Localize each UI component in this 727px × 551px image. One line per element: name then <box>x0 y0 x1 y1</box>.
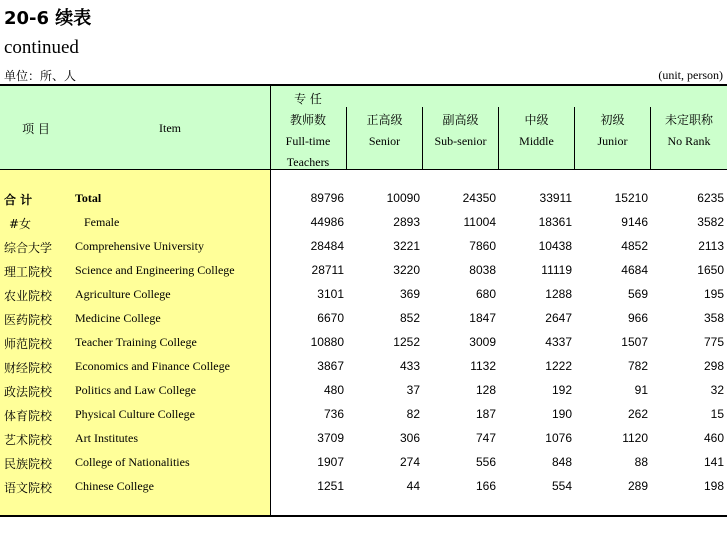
cell-norank: 141 <box>703 455 724 469</box>
cell-fulltime: 28484 <box>310 239 344 253</box>
header-fulltime-en-1: Full-time <box>285 134 331 148</box>
cell-junior: 289 <box>627 479 648 493</box>
cell-subsenior: 24350 <box>462 191 496 205</box>
row-label-en: Medicine College <box>75 311 161 325</box>
cell-subsenior: 128 <box>475 383 496 397</box>
cell-subsenior: 747 <box>475 431 496 445</box>
cell-senior: 3221 <box>393 239 420 253</box>
cell-senior: 274 <box>399 455 420 469</box>
cell-subsenior: 680 <box>475 287 496 301</box>
cell-fulltime: 10880 <box>310 335 344 349</box>
cell-norank: 358 <box>703 311 724 325</box>
cell-norank: 1650 <box>697 263 724 277</box>
header-fulltime-zh-1: 专 任 <box>294 92 322 106</box>
header-item-zh: 项 目 <box>22 122 50 136</box>
header-senior: 正高级 Senior <box>366 113 403 148</box>
table-row <box>0 259 727 283</box>
row-label-en: Art Institutes <box>75 431 138 445</box>
row-label-en: Chinese College <box>75 479 154 493</box>
header-bottom-rule <box>0 169 727 170</box>
table-bottom-rule <box>0 515 727 517</box>
cell-norank: 298 <box>703 359 724 373</box>
header-middle: 中级 Middle <box>519 113 554 148</box>
cell-middle: 848 <box>551 455 572 469</box>
cell-junior: 4684 <box>621 263 648 277</box>
cell-fulltime: 736 <box>323 407 344 421</box>
cell-fulltime: 28711 <box>311 263 344 277</box>
cell-subsenior: 556 <box>475 455 496 469</box>
cell-senior: 852 <box>399 311 420 325</box>
cell-junior: 88 <box>634 455 648 469</box>
header-item-en: Item <box>159 121 181 135</box>
cell-middle: 190 <box>551 407 572 421</box>
unit-label-zh: 单位：所、人 <box>4 69 77 83</box>
row-label-en: Politics and Law College <box>75 383 196 397</box>
row-label-zh: 综合大学 <box>4 241 53 255</box>
cell-junior: 15210 <box>614 191 648 205</box>
cell-junior: 91 <box>634 383 648 397</box>
cell-subsenior: 187 <box>475 407 496 421</box>
cell-norank: 460 <box>703 431 724 445</box>
table-row <box>0 355 727 379</box>
row-label-zh: 财经院校 <box>4 361 53 375</box>
cell-fulltime: 44986 <box>310 215 344 229</box>
cell-middle: 554 <box>551 479 572 493</box>
cell-middle: 2647 <box>545 311 572 325</box>
row-label-en: Comprehensive University <box>75 239 204 253</box>
row-label-en: Total <box>75 191 102 205</box>
table-title: 20-6 续表 <box>4 8 92 29</box>
cell-senior: 37 <box>406 383 420 397</box>
cell-senior: 3220 <box>393 263 420 277</box>
cell-fulltime: 1907 <box>317 455 344 469</box>
cell-norank: 6235 <box>697 191 724 205</box>
table-row <box>0 403 727 427</box>
row-label-en: Female <box>84 215 120 229</box>
cell-norank: 3582 <box>697 215 724 229</box>
header-junior: 初级 Junior <box>597 113 628 148</box>
cell-fulltime: 3101 <box>317 287 344 301</box>
row-label-zh: 艺术院校 <box>4 433 53 447</box>
cell-norank: 2113 <box>698 239 724 253</box>
cell-subsenior: 166 <box>475 479 496 493</box>
row-label-zh: 体育院校 <box>4 409 53 423</box>
cell-junior: 262 <box>627 407 648 421</box>
cell-subsenior: 1132 <box>470 359 496 373</box>
cell-senior: 369 <box>399 287 420 301</box>
cell-subsenior: 7860 <box>469 239 496 253</box>
cell-senior: 2893 <box>393 215 420 229</box>
cell-fulltime: 6670 <box>317 311 344 325</box>
cell-fulltime: 480 <box>323 383 344 397</box>
cell-fulltime: 1251 <box>317 479 344 493</box>
table-row <box>0 307 727 331</box>
cell-junior: 9146 <box>621 215 648 229</box>
table-row <box>0 379 727 403</box>
cell-senior: 433 <box>399 359 420 373</box>
table-row <box>0 235 727 259</box>
cell-norank: 195 <box>703 287 724 301</box>
row-label-zh: #女 <box>9 217 32 231</box>
row-label-zh: 医药院校 <box>4 313 53 327</box>
cell-senior: 44 <box>406 479 420 493</box>
cell-junior: 966 <box>627 311 648 325</box>
cell-fulltime: 89796 <box>310 191 344 205</box>
cell-subsenior: 3009 <box>469 335 496 349</box>
header-fulltime-en-2: Teachers <box>286 155 330 169</box>
row-label-en: Economics and Finance College <box>75 359 230 373</box>
unit-label-en: (unit, person) <box>658 68 723 82</box>
row-label-en: Science and Engineering College <box>75 263 235 277</box>
table-row <box>0 451 727 475</box>
row-label-zh: 理工院校 <box>4 265 53 279</box>
row-label-en: Agriculture College <box>75 287 171 301</box>
cell-norank: 775 <box>703 335 724 349</box>
cell-norank: 32 <box>710 383 724 397</box>
cell-norank: 15 <box>710 407 724 421</box>
row-label-zh: 合 计 <box>4 193 33 207</box>
row-label-zh: 民族院校 <box>4 457 53 471</box>
cell-senior: 1252 <box>393 335 420 349</box>
cell-middle: 10438 <box>538 239 572 253</box>
table-top-rule <box>0 84 727 86</box>
cell-norank: 198 <box>703 479 724 493</box>
cell-middle: 1222 <box>545 359 572 373</box>
header-no-rank: 未定职称 No Rank <box>664 113 713 148</box>
row-label-zh: 师范院校 <box>4 337 53 351</box>
cell-senior: 306 <box>399 431 420 445</box>
cell-senior: 82 <box>406 407 420 421</box>
table-subtitle: continued <box>4 37 79 58</box>
cell-middle: 1076 <box>545 431 572 445</box>
cell-fulltime: 3867 <box>317 359 344 373</box>
header-fulltime-teachers <box>272 89 344 173</box>
row-label-zh: 农业院校 <box>4 289 53 303</box>
table-row <box>0 475 727 499</box>
header-fulltime-zh-2: 教师数 <box>289 113 326 127</box>
cell-subsenior: 1847 <box>469 311 496 325</box>
cell-junior: 782 <box>627 359 648 373</box>
cell-middle: 18361 <box>538 215 572 229</box>
cell-subsenior: 8038 <box>469 263 496 277</box>
header-sub-senior: 副高级 Sub-senior <box>434 113 487 148</box>
cell-fulltime: 3709 <box>317 431 344 445</box>
row-label-zh: 政法院校 <box>4 385 53 399</box>
cell-middle: 11119 <box>541 263 572 277</box>
row-label-en: Physical Culture College <box>75 407 195 421</box>
table-row <box>0 283 727 307</box>
cell-subsenior: 11004 <box>463 215 496 229</box>
table-row <box>0 211 727 235</box>
cell-middle: 4337 <box>545 335 572 349</box>
cell-junior: 4852 <box>621 239 648 253</box>
cell-junior: 1120 <box>622 431 648 445</box>
row-label-zh: 语文院校 <box>4 481 53 495</box>
table-row <box>0 427 727 451</box>
cell-middle: 192 <box>551 383 572 397</box>
row-label-en: College of Nationalities <box>75 455 190 469</box>
table-row <box>0 187 727 211</box>
cell-middle: 1288 <box>545 287 572 301</box>
cell-junior: 569 <box>627 287 648 301</box>
cell-senior: 10090 <box>386 191 420 205</box>
cell-junior: 1507 <box>621 335 648 349</box>
cell-middle: 33911 <box>539 191 572 205</box>
row-label-en: Teacher Training College <box>75 335 197 349</box>
table-row <box>0 331 727 355</box>
